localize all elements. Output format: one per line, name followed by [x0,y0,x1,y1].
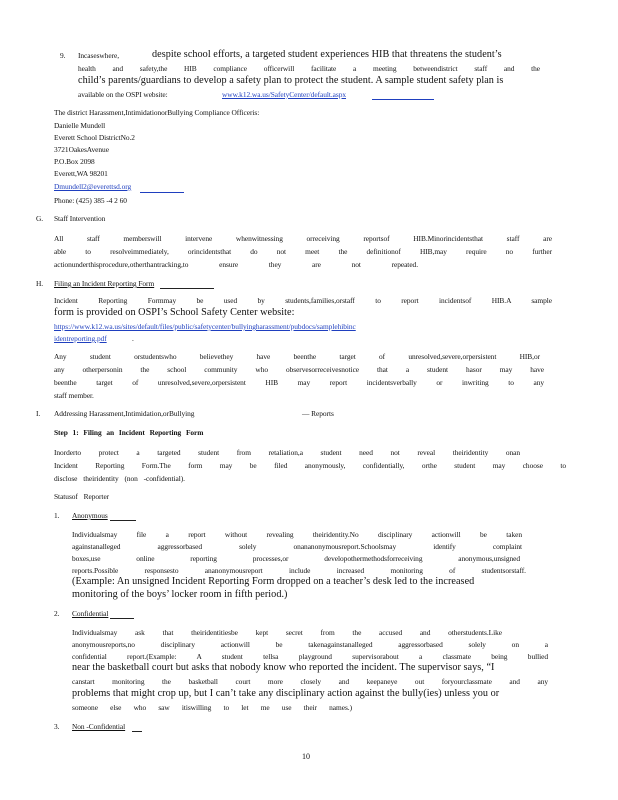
list-2-heading: Confidential [72,609,109,618]
safety-center-link[interactable]: www.k12.wa.us/SafetyCenter/default.aspx [222,90,347,99]
city-state-zip: Everett,WA 98201 [54,169,108,178]
confidential-line-5: canstart monitoring the basketball court more closely and keepaneye out foryourclassmate and any [72,677,548,686]
anonymous-example-line-2: monitoring of the boys’ locker room in fifth period.) [72,589,288,600]
page-number: 10 [302,752,310,761]
street-address: 3721OakesAvenue [54,145,109,154]
list-3-heading-underline [132,731,142,732]
section-h-para-1-line-1: Incident Reporting Formmay be used by students,families,orstaff to report incidentsof HIB.A sample [54,296,552,305]
section-g-line-3: actionunderthisprocedure,otherthantracking,to ensure they are not repeated. [54,260,418,269]
status-of-reporter: Statusof Reporter [54,492,110,501]
list-1-heading-underline [110,520,136,521]
anonymous-line-4: reports.Possible responsesto ananonymousreport include increased monitoring of studentsorstaff. [72,566,526,575]
section-g-line-2: able to resolveimmediately, orincidentsthat do not meet the definitionof HIB,may require no further [54,247,552,256]
anonymous-line-1: Individualsmay file a report without revealing theiridentity.No disciplinary actionwill be taken [72,530,522,539]
section-i-title-tail: — Reports [302,409,334,418]
section-h-para-2-line-2: any otherpersonin the school community who observesorreceivesnotice that a student hasor may have [54,365,544,374]
sample-form-url-line-2[interactable]: identreporting.pdf [54,334,107,343]
district-name: Everett School DistrictNo.2 [54,133,135,142]
officer-phone: Phone: (425) 385 -4 2 60 [54,196,127,205]
step-1-heading: Step 1: Filing an Incident Reporting Form [54,428,204,437]
item-9-line-4: available on the OSPI website: [78,90,168,99]
officer-name: Danielle Mundell [54,121,106,130]
section-h-para-2-line-3: beenthe target of unresolved,severe,orpersistent HIB may report incidentsverbally or inwriting to any [54,378,544,387]
section-h-letter: H. [36,279,44,288]
step-1-line-3: disclose theiridentity (non -confidential). [54,474,185,483]
link-underline-extension [372,99,434,100]
item-9-number: 9. [60,51,66,60]
confidential-line-2: anonymousreports,no disciplinary actionwill be takenagainstanalleged aggressorbased solely on a [72,640,548,649]
step-1-line-2: Incident Reporting Form.The form may be filed anonymously, confidentially, orthe student may choose to [54,461,566,470]
confidential-line-1: Individualsmay ask that theiridentitiesbe kept secret from the accused and otherstudents.Like [72,628,502,637]
section-h-title: Filing an Incident Reporting Form [54,279,155,288]
officer-email-link[interactable]: Dmundell2@everettsd.org [54,182,132,191]
item-9-line-1b: despite school efforts, a targeted student experiences HIB that threatens the student’s [152,49,502,60]
list-3-number: 3. [54,722,60,731]
anonymous-line-2: againstanalleged aggressorbased solely onananonymousreport.Schoolsmay identify complaint [72,542,522,551]
compliance-officer-heading: The district Harassment,IntimidationorBullying Compliance Officeris: [54,108,260,117]
anonymous-example-line-1: (Example: An unsigned Incident Reporting Form dropped on a teacher’s desk led to the increased [72,576,475,587]
list-1-heading: Anonymous [72,511,108,520]
list-2-heading-underline [110,618,134,619]
confidential-line-3: confidential report.(Example: A student tellsa playground supervisorabout a classmate being bullied [72,652,548,661]
anonymous-line-3: boxes,use online reporting processes,or developothermethodsforreceiving anonymous,unsigned [72,554,520,563]
list-3-heading: Non -Confidential [72,722,126,731]
confidential-line-7: someone else who saw itiswilling to let me use their names.) [72,703,352,712]
section-h-para-1-line-2: form is provided on OSPI’s School Safety Center website: [54,307,295,318]
url-trailing-period: . [132,334,134,343]
section-i-letter: I. [36,409,41,418]
po-box: P.O.Box 2098 [54,157,95,166]
section-g-letter: G. [36,214,44,223]
section-g-title: Staff Intervention [54,214,106,223]
item-9-line-1a: Incaseswhere, [78,51,120,60]
section-h-para-2-line-1: Any student orstudentswho believethey have beenthe target of unresolved,severe,orpersistent HIB,or [54,352,540,361]
item-9-line-2: health and safety,the HIB compliance officerwill facilitate a meeting betweendistrict staff and the [78,64,540,73]
sample-form-url-line-1[interactable]: https://www.k12.wa.us/sites/default/files/public/safetycenter/bullyingharassment/pubdocs/samplehibinc [54,322,356,331]
section-i-title: Addressing Harassment,Intimidation,orBullying [54,409,195,418]
list-1-number: 1. [54,511,60,520]
item-9-line-3: child’s parents/guardians to develop a safety plan to protect the student. A sample student safety plan is [78,75,504,86]
section-h-title-underline [160,288,214,289]
confidential-line-6: problems that might crop up, but I can’t take any disciplinary action against the bully(ies) unless you or [72,688,500,699]
step-1-line-1: Inorderto protect a targeted student from retaliation,a student need not reveal theiridentity onan [54,448,520,457]
confidential-line-4: near the basketball court but asks that nobody know who reported the incident. The supervisor says, “I [72,662,495,673]
section-g-line-1: All staff memberswill intervene whenwitnessing orreceiving reportsof HIB.Minorincidentsthat staff are [54,234,552,243]
email-underline-extension [140,192,184,193]
list-2-number: 2. [54,609,60,618]
section-h-para-2-line-4: staff member. [54,391,94,400]
